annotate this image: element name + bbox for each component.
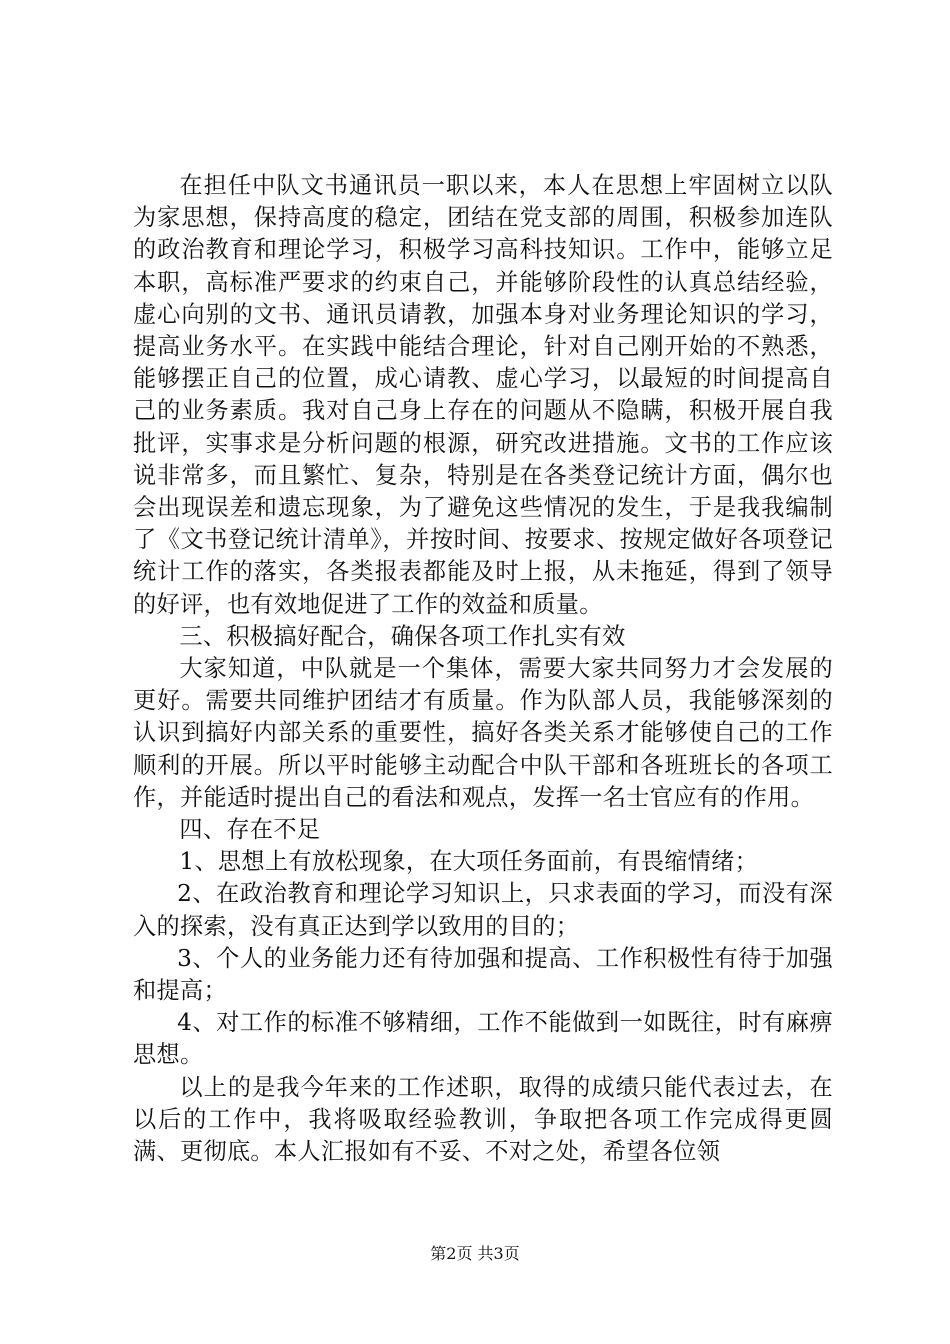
paragraph-cooperation: 大家知道，中队就是一个集体，需要大家共同努力才会发展的更好。需要共同维护团结才有质量。作为队部人员，我能够深刻的认识到搞好内部关系的重要性，搞好各类关系才能够使自己的工作顺利的开展。所以平时能够主动配合中队干部和各班班长的各项工作，并能适时提出自己的看法和观点，发挥一名士官应有的作用。	[133, 655, 833, 811]
list-item-shortcoming-2: 2、在政治教育和理论学习知识上，只求表面的学习，而没有深入的探索，没有真正达到学以致用的目的；	[133, 880, 833, 940]
list-item-shortcoming-4: 4、对工作的标准不够精细，工作不能做到一如既往，时有麻痹思想。	[133, 1009, 833, 1069]
section-heading-shortcomings: 四、存在不足	[179, 816, 321, 844]
list-item-shortcoming-1: 1、思想上有放松现象，在大项任务面前，有畏缩情绪；	[179, 848, 759, 876]
section-heading-cooperation: 三、积极搞好配合，确保各项工作扎实有效	[179, 622, 626, 650]
page-number-footer: 第2页 共3页	[430, 1244, 520, 1263]
paragraph-conclusion: 以上的是我今年来的工作述职，取得的成绩只能代表过去，在以后的工作中，我将吸取经验教训，争取把各项工作完成得更圆满、更彻底。本人汇报如有不妥、不对之处，希望各位领	[133, 1073, 833, 1166]
paragraph-work-summary: 在担任中队文书通讯员一职以来，本人在思想上牢固树立以队为家思想，保持高度的稳定，团结在党支部的周围，积极参加连队的政治教育和理论学习，积极学习高科技知识。工作中，能够立足本职，高标准严要求的约束自己，并能够阶段性的认真总结经验，虚心向别的文书、通讯员请教，加强本身对业务理论知识的学习，提高业务水平。在实践中能结合理论，针对自己刚开始的不熟悉，能够摆正自己的位置，成心请教、虚心学习，以最短的时间提高自己的业务素质。我对自己身上存在的问题从不隐瞒，积极开展自我批评，实事求是分析问题的根源，研究改进措施。文书的工作应该说非常多，而且繁忙、复杂，特别是在各类登记统计方面，偶尔也会出现误差和遗忘现象，为了避免这些情况的发生，于是我我编制了《文书登记统计清单》，并按时间、按要求、按规定做好各项登记统计工作的落实，各类报表都能及时上报，从未拖延，得到了领导的好评，也有效地促进了工作的效益和质量。	[133, 172, 833, 618]
document-body	[133, 170, 833, 1168]
list-item-shortcoming-3: 3、个人的业务能力还有待加强和提高、工作积极性有待于加强和提高；	[133, 944, 833, 1005]
